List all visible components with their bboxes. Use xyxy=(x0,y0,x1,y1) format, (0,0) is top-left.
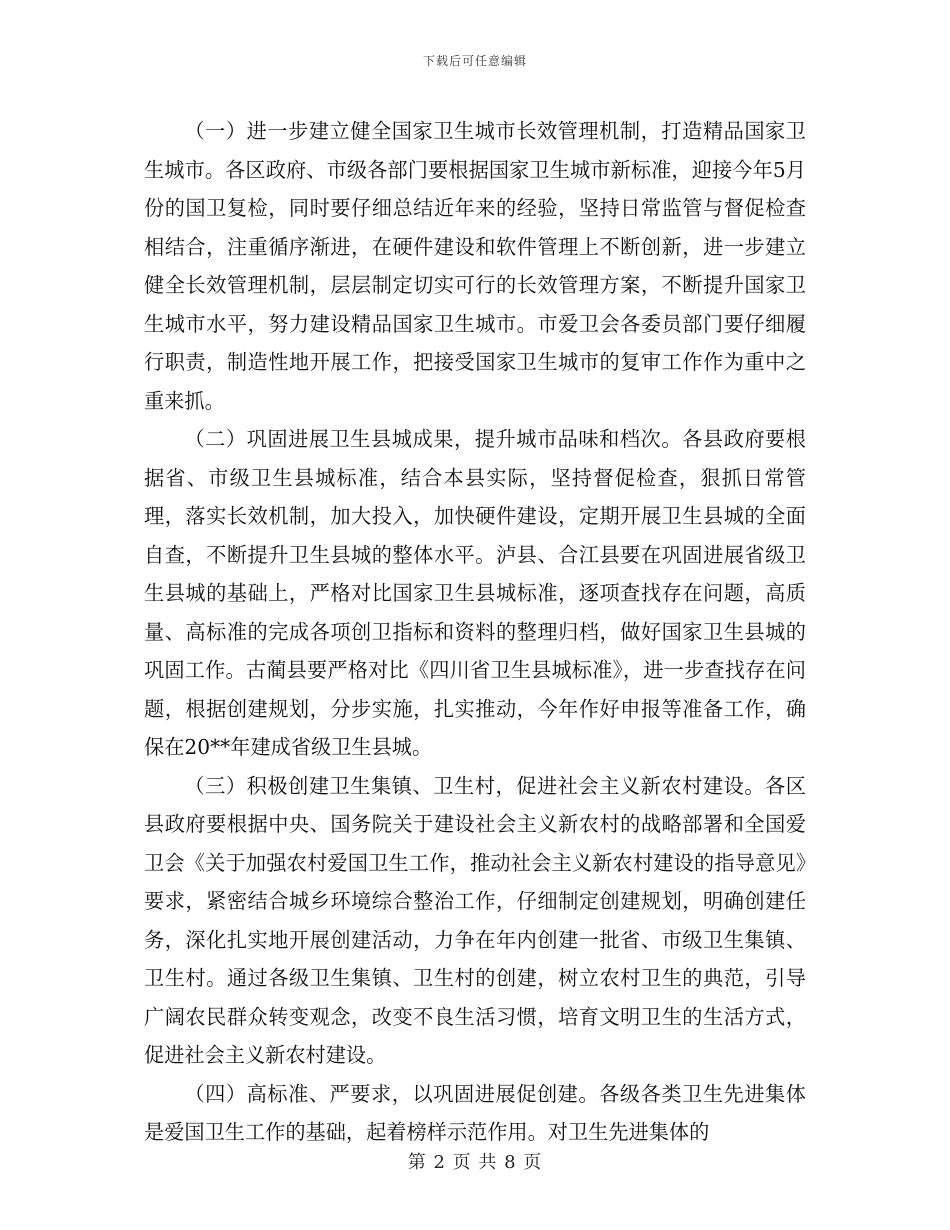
document-body xyxy=(144,112,806,1152)
page-header-note: 下载后可任意编辑 xyxy=(422,54,527,68)
paragraph-4: （四）高标准、严要求，以巩固进展促创建。各级各类卫生先进集体是爱国卫生工作的基础，起着榜样示范作用。对卫生先进集体的 xyxy=(144,1081,806,1144)
paragraph-1: （一）进一步建立健全国家卫生城市长效管理机制，打造精品国家卫生城市。各区政府、市级各部门要根据国家卫生城市新标准，迎接今年5月份的国卫复检，同时要仔细总结近年来的经验，坚持日常监管与督促检查相结合，注重循序渐进，在硬件建设和软件管理上不断创新，进一步建立健全长效管理机制，层层制定切实可行的长效管理方案，不断提升国家卫生城市水平，努力建设精品国家卫生城市。市爱卫会各委员部门要仔细履行职责，制造性地开展工作，把接受国家卫生城市的复审工作作为重中之重来抓。 xyxy=(144,119,806,413)
paragraph-2: （二）巩固进展卫生县城成果，提升城市品味和档次。各县政府要根据省、市级卫生县城标准，结合本县实际，坚持督促检查，狠抓日常管理，落实长效机制，加大投入，加快硬件建设，定期开展卫生县城的全面自查，不断提升卫生县城的整体水平。泸县、合江县要在巩固进展省级卫生县城的基础上，严格对比国家卫生县城标准，逐项查找存在问题，高质量、高标准的完成各项创卫指标和资料的整理归档，做好国家卫生县城的巩固工作。古蔺县要严格对比《四川省卫生县城标准》，进一步查找存在问题，根据创建规划，分步实施，扎实推动，今年作好申报等准备工作，确保在20**年建成省级卫生县城。 xyxy=(144,427,806,759)
page-number: 第 2 页 共 8 页 xyxy=(407,1152,543,1173)
paragraph-3: （三）积极创建卫生集镇、卫生村，促进社会主义新农村建设。各区县政府要根据中央、国务院关于建设社会主义新农村的战略部署和全国爱卫会《关于加强农村爱国卫生工作，推动社会主义新农村建设的指导意见》要求，紧密结合城乡环境综合整治工作，仔细制定创建规划，明确创建任务，深化扎实地开展创建活动，力争在年内创建一批省、市级卫生集镇、卫生村。通过各级卫生集镇、卫生村的创建，树立农村卫生的典范，引导广阔农民群众转变观念，改变不良生活习惯，培育文明卫生的生活方式，促进社会主义新农村建设。 xyxy=(144,773,806,1067)
